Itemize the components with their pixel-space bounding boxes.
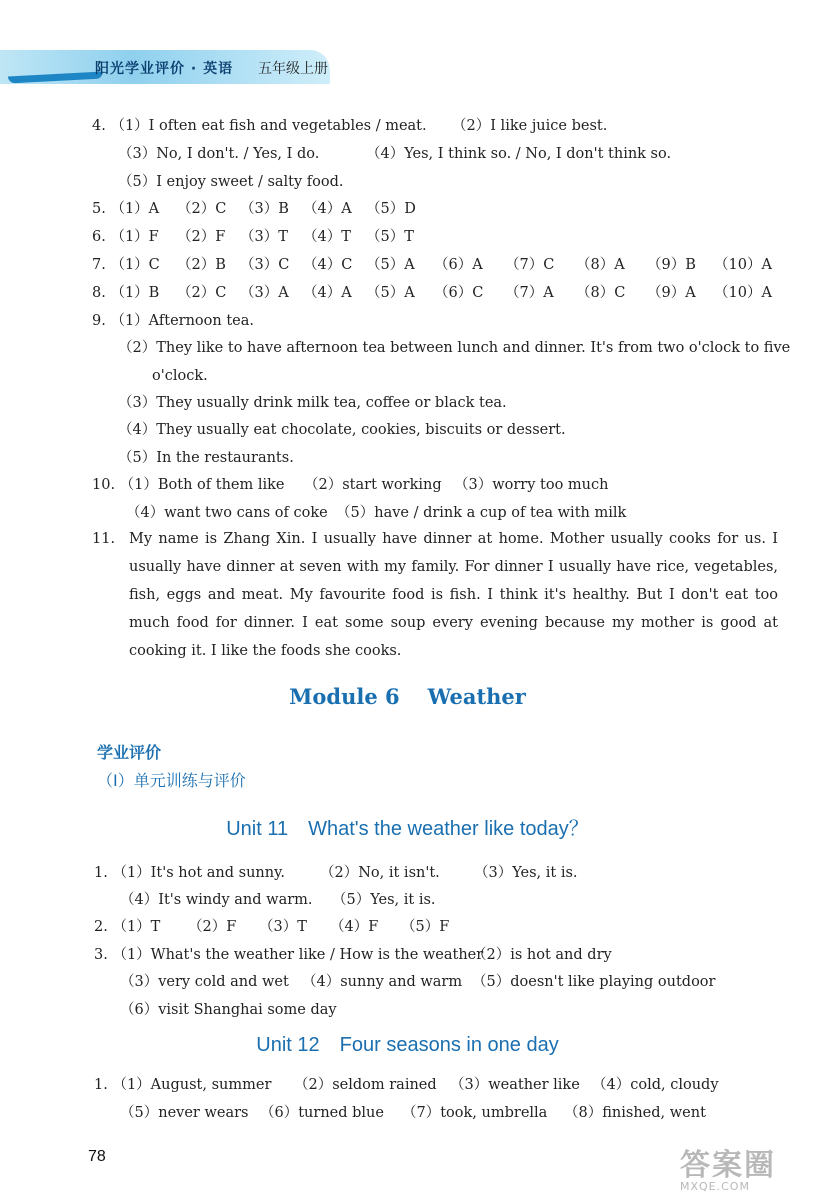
answer-item: 4. （1）I often eat fish and vegetables / meat. [92,118,427,134]
answer-item: （2）seldom rained [294,1077,437,1093]
answer-line [92,117,608,135]
answer-item: （2）C [177,285,227,301]
answer-line [92,476,609,494]
module-heading [0,684,815,709]
answer-line [120,973,716,991]
answer-item: （5）In the restaurants. [118,450,294,466]
answer-item: （9）A [647,285,696,301]
answer-item: （4）T [303,229,351,245]
answer-item: （2）B [177,257,226,273]
answer-line [118,173,344,191]
answer-item: （10）A [714,285,772,301]
answer-line [94,918,450,936]
answer-item: （2）They like to have afternoon tea between lunch and dinner. It's from two o'clock to five [118,340,791,356]
answer-item: （4）F [330,919,379,935]
unit-number: Unit 11 [226,818,289,840]
answer-item: 2. （1）T [94,919,161,935]
answer-item: 10. （1）Both of them like [92,477,285,493]
answer-line [120,891,436,909]
watermark-main: 答案圈 [680,1148,776,1183]
answer-item: （4）sunny and warm [302,974,463,990]
answer-line [94,1076,719,1094]
answer-item: （5）I enjoy sweet / salty food. [118,174,344,190]
series-title: 阳光学业评价 · 英语 [95,61,234,77]
answer-item: 3. （1）What's the weather like / How is the weather [94,947,484,963]
banner-swoosh [8,72,103,84]
answer-item: （3）C [240,257,290,273]
page-number: 78 [88,1148,106,1165]
answer-line [92,312,254,330]
answer-item: （8）C [576,285,626,301]
answer-item: （4）They usually eat chocolate, cookies, biscuits or dessert. [118,422,566,438]
header-banner [0,50,330,84]
answer-item: （10）A [714,257,772,273]
answer-item: （5）A [366,257,415,273]
answer-item: （5）F [401,919,450,935]
answer-item: （2）F [188,919,237,935]
answer-item: （5）Yes, it is. [332,892,436,908]
answer-item: （4）A [303,285,352,301]
answer-line [92,256,772,274]
answer-item: （4）want two cans of coke [126,505,328,521]
answer-line [118,339,790,357]
answer-item: （4）It's windy and warm. [120,892,313,908]
answer-line [120,1001,337,1019]
answer-line [92,228,414,246]
answer-item: （3）B [240,201,289,217]
unit-number: Unit 12 [256,1034,320,1056]
unit-heading [0,1034,815,1057]
answer-item: o'clock. [152,368,208,384]
module-name: Weather [427,684,526,709]
answer-item: （3）weather like [450,1077,580,1093]
answer-item: （3）They usually drink milk tea, coffee or black tea. [118,395,507,411]
answer-item: （5）doesn't like playing outdoor [472,974,716,990]
answer-item: （5）never wears [120,1105,249,1121]
answer-item: （2）C [177,201,227,217]
answer-item: （4）C [303,257,353,273]
answer-item: （5）have / drink a cup of tea with milk [336,505,627,521]
answer-item: （4）cold, cloudy [592,1077,719,1093]
answer-item: （4）A [303,201,352,217]
unit-title: What's the weather like today？ [308,818,589,840]
answer-item: （6）C [434,285,484,301]
watermark-url: MXQE.COM [680,1180,750,1193]
answer-item: 1. （1）It's hot and sunny. [94,865,285,881]
answer-item: （3）worry too much [454,477,609,493]
answer-item: （7）C [505,257,555,273]
answer-paragraph: My name is Zhang Xin. I usually have dinner at home. Mother usually cooks for us. I usually have dinner at seven with my family. For dinner I usually have rice, vegetables, fish, eggs and meat. My favourite food is fish. I think it's healthy. But I don't eat too much food for dinner. I eat some soup every evening because my mother is good at cooking it. I like the foods she cooks. [129,531,778,659]
section-subtitle: （Ⅰ）单元训练与评价 [97,771,246,790]
answer-line [118,421,566,439]
answer-item: （2）F [177,229,226,245]
unit-title: Four seasons in one day [339,1034,559,1056]
answer-line [94,864,578,882]
answer-line [94,946,612,964]
module-number: Module 6 [289,684,400,709]
answer-item: （9）B [647,257,696,273]
unit-heading [0,812,815,841]
answer-item: （4）Yes, I think so. / No, I don't think so. [366,146,672,162]
answer-line [118,394,507,412]
answer-item: （2）start working [304,477,442,493]
answer-item: （3）very cold and wet [120,974,289,990]
watermark [680,1140,800,1193]
answer-item: （6）A [434,257,483,273]
answer-item: 6. （1）F [92,229,159,245]
answer-item: （3）Yes, it is. [474,865,578,881]
section-title: 学业评价 [97,743,162,762]
answer-item: （7）A [505,285,554,301]
answer-line [92,200,416,218]
answer-line [126,504,627,522]
answer-item: 7. （1）C [92,257,160,273]
answer-item: （6）visit Shanghai some day [120,1002,337,1018]
answer-line [152,367,208,385]
answer-item: （8）finished, went [564,1105,706,1121]
answer-line [118,145,672,163]
answer-item: 8. （1）B [92,285,160,301]
question-number: 11. [92,531,116,547]
answer-item: （3）No, I don't. / Yes, I do. [118,146,320,162]
answer-item: （2）is hot and dry [472,947,612,963]
answer-item: （2）No, it isn't. [320,865,440,881]
answer-item: （3）T [240,229,288,245]
answer-item: （3）A [240,285,289,301]
answer-item: （5）A [366,285,415,301]
answer-line [92,284,772,302]
answer-item: 5. （1）A [92,201,160,217]
answer-line [120,1104,706,1122]
answer-item: （2）I like juice best. [452,118,608,134]
answer-item: （5）D [366,201,416,217]
answer-item: 1. （1）August, summer [94,1077,272,1093]
answer-line [118,449,294,467]
answer-item: （3）T [259,919,307,935]
answer-item: （5）T [366,229,414,245]
answer-item: 9. （1）Afternoon tea. [92,313,254,329]
answer-item: （6）turned blue [260,1105,384,1121]
answer-item: （8）A [576,257,625,273]
grade-label: 五年级上册 [258,61,328,77]
answer-item: （7）took, umbrella [402,1105,548,1121]
